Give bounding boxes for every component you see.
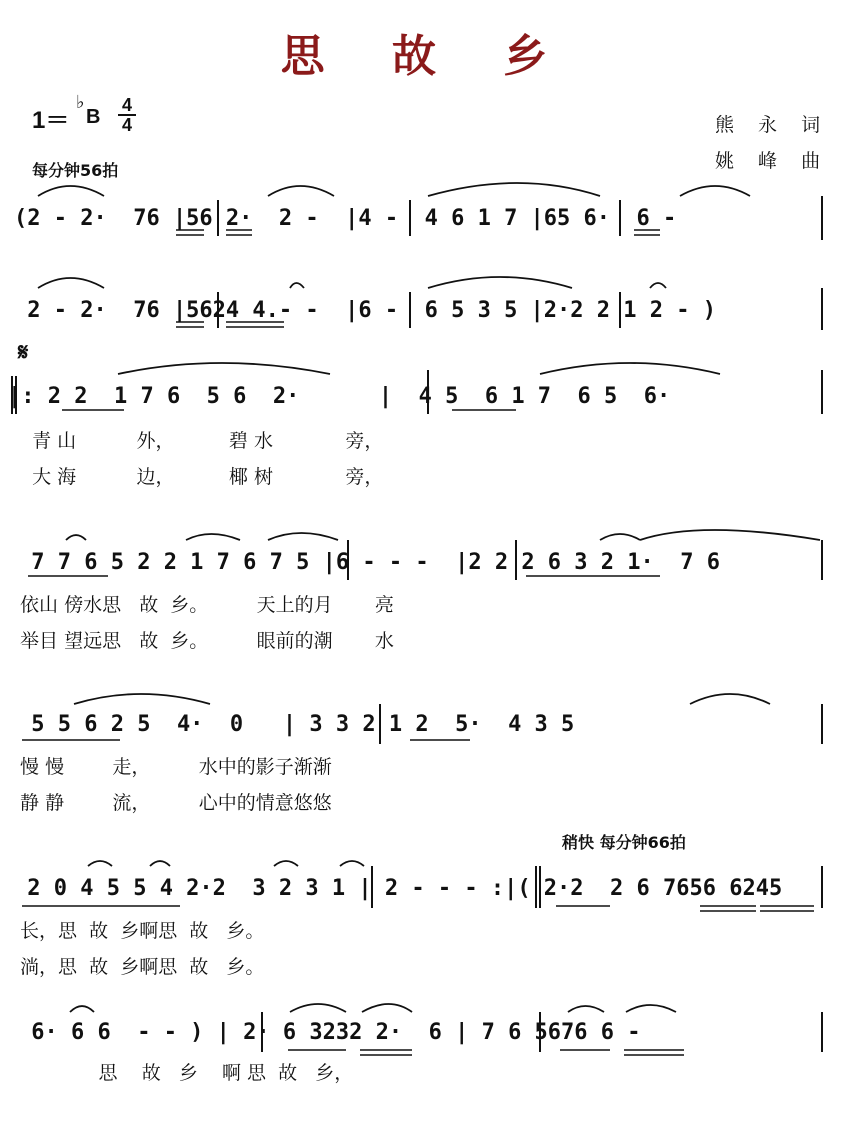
notes-line: 5 5 6 2 5 4· 0 | 3 3 2 1 2 5· 4 3 5 <box>18 712 575 737</box>
notes-line: (2 - 2· 76 |56 2· 2 - |4 - 4 6 1 7 |65 6· 6 - <box>14 206 677 231</box>
tempo-marking: 每分钟56拍 <box>32 161 119 180</box>
lyric-verse-1: 长，思 故 乡啊思 故 乡。 <box>14 920 265 942</box>
notes-line: |: 2 2 1 7 6 5 6 2· | 4 5 6 1 7 6 5 6· <box>8 384 671 409</box>
lyric-verse-2: 举目 望远思 故 乡。 眼前的潮 水 <box>14 630 394 652</box>
lyric-verse-1: 青 山 外， 碧 水 旁， <box>14 430 384 452</box>
tempo-change: 稍快 每分钟66拍 <box>562 833 686 852</box>
song-title: 思 故 乡 <box>280 31 574 82</box>
key-note: B <box>86 106 101 128</box>
segno-sign: 𝄋 <box>18 338 29 366</box>
key-prefix: 1＝ <box>32 107 70 134</box>
lyric-verse-1: 慢 慢 走， 水中的影子渐渐 <box>14 756 332 778</box>
lyric-verse-1: 依山 傍水思 故 乡。 天上的月 亮 <box>14 594 394 616</box>
notes-line: 2 - 2· 76 |5624 4.- - |6 - 6 5 3 5 |2·2 2 1 2 - ) <box>14 298 716 323</box>
lyric-verse-2: 大 海 边， 椰 树 旁， <box>14 466 384 488</box>
flat-sign: ♭ <box>76 92 85 112</box>
notes-line: 7 7 6 5 2 2 1 7 6 7 5 |6 - - - |2 2 2 6 3 2 1· 7 6 <box>18 550 720 575</box>
notes-line: 2 0 4 5 5 4 2·2 3 2 3 1 | 2 - - - :|( 2·2 2 6 7656 6245 <box>14 876 783 901</box>
composer-credit: 姚 峰 曲 <box>715 150 830 172</box>
lyric-verse-2: 淌，思 故 乡啊思 故 乡。 <box>14 956 265 978</box>
lyric-verse-2: 静 静 流， 心中的情意悠悠 <box>14 792 332 814</box>
time-top: 4 <box>121 95 132 115</box>
notes-line: 6· 6 6 - - ) | 2· 6 3232 2· 6 | 7 6 5676 6 - <box>18 1020 641 1045</box>
lyric-verse-1: 思 故 乡 啊 思 故 乡， <box>14 1062 354 1084</box>
time-bottom: 4 <box>121 115 132 135</box>
lyricist-credit: 熊 永 词 <box>715 114 830 136</box>
